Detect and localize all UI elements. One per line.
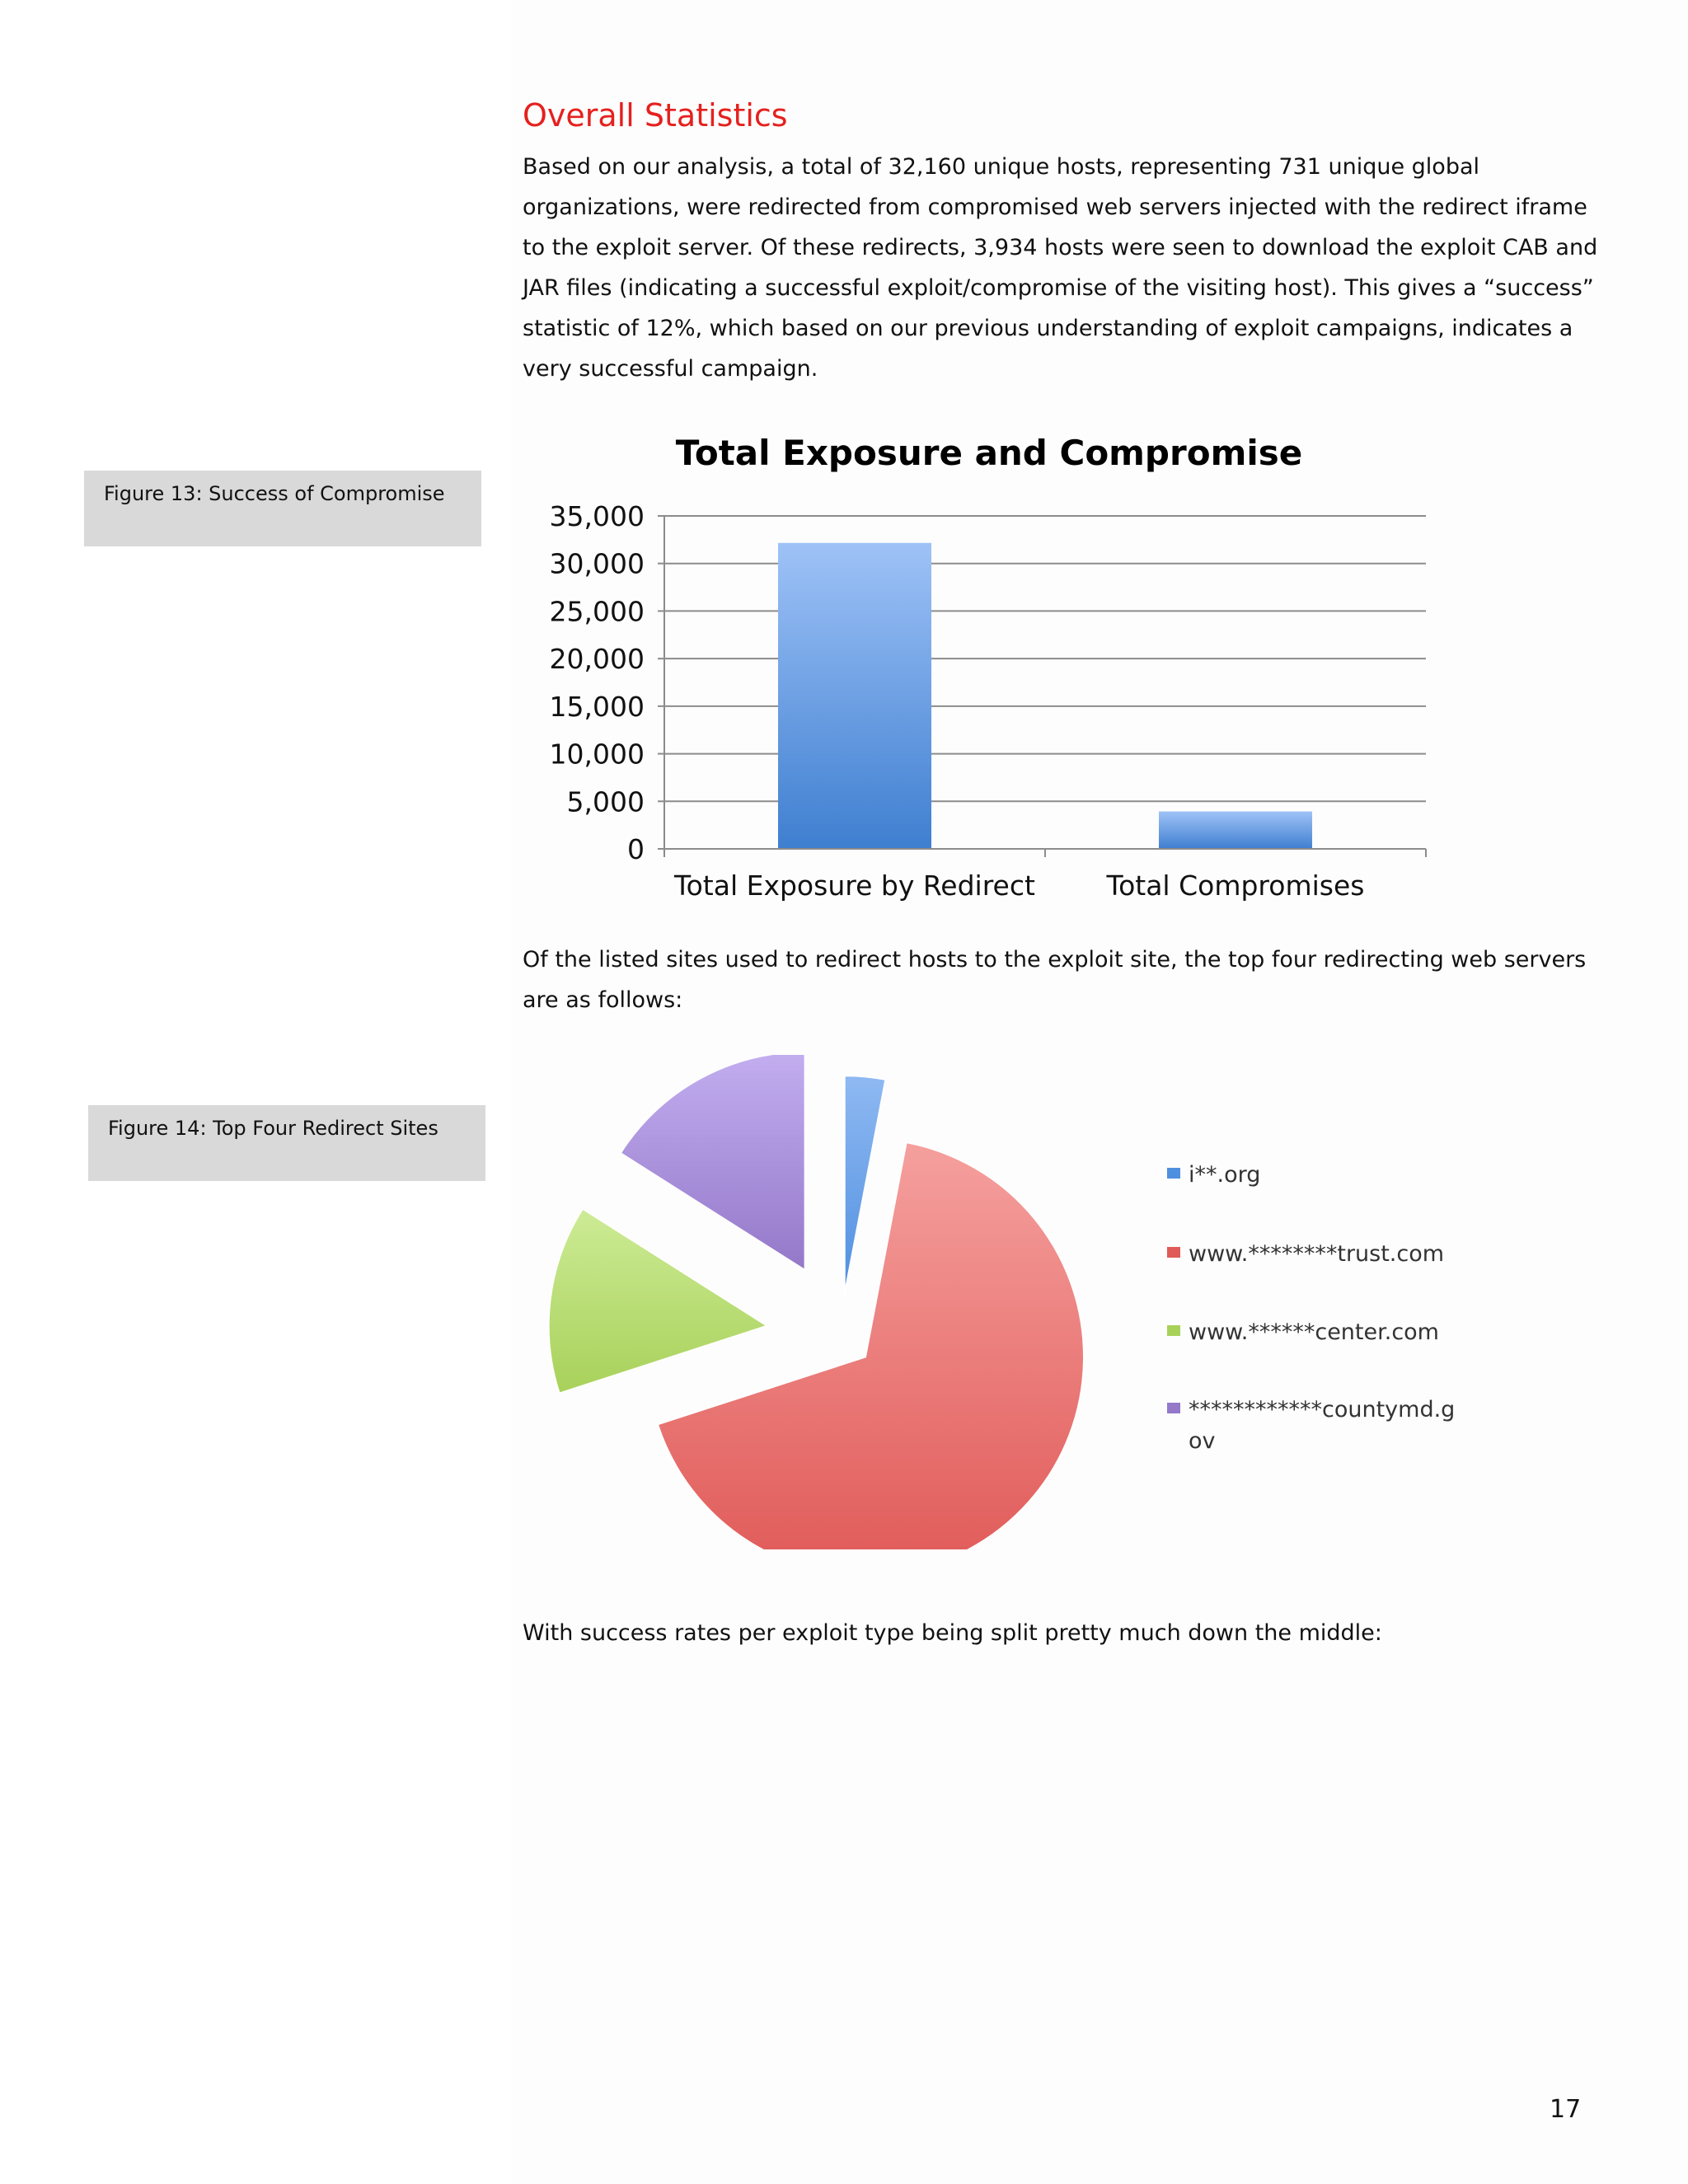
y-tick-label: 15,000 — [549, 690, 645, 723]
legend-label: i**.org — [1189, 1162, 1261, 1188]
figure-14-caption: Figure 14: Top Four Redirect Sites — [88, 1105, 485, 1181]
section-title: Overall Statistics — [523, 97, 788, 134]
pie-slice — [549, 1209, 767, 1394]
pie-slice — [845, 1076, 886, 1294]
y-tick-label: 25,000 — [549, 595, 645, 628]
legend-swatch — [1167, 1247, 1180, 1258]
page-number: 17 — [1550, 2095, 1582, 2124]
legend-swatch — [1167, 1403, 1180, 1413]
paragraph-overall-statistics: Based on our analysis, a total of 32,160 unique hosts, representing 731 unique global organizations, were redirected from compromised web servers injected with the redirect iframe to the exploit server. Of these redirects, 3,934 hosts were seen to download the exploit CAB and JAR files (indicating a successful exploit/compromise of the visiting host). This gives a “success” statistic of 12%, which based on our previous understanding of exploit campaigns, indicates a very successful campaign. — [523, 154, 1598, 382]
y-tick-label: 30,000 — [549, 547, 645, 580]
y-tick-label: 35,000 — [549, 500, 645, 532]
x-tick-label: Total Compromises — [1106, 869, 1365, 902]
bar-chart-title: Total Exposure and Compromise — [675, 433, 1303, 473]
y-tick-label: 20,000 — [549, 643, 645, 676]
bar-chart-bars — [778, 543, 1312, 849]
legend-label: ov — [1189, 1428, 1216, 1454]
y-tick-label: 10,000 — [549, 738, 645, 771]
bar — [778, 543, 931, 849]
pie-chart-top-redirect-sites — [511, 1055, 1525, 1549]
legend-swatch — [1167, 1325, 1180, 1336]
paragraph-top-redirect-sites: Of the listed sites used to redirect hosts to the exploit site, the top four redirecting web servers are as follows: — [523, 947, 1587, 1013]
legend-label: ************countymd.g — [1189, 1397, 1456, 1422]
legend-swatch — [1167, 1168, 1180, 1179]
pie-chart-slices — [549, 1055, 1084, 1549]
y-tick-label: 0 — [627, 833, 645, 865]
x-tick-label: Total Exposure by Redirect — [674, 869, 1035, 902]
bar-chart-total-exposure — [511, 429, 1442, 907]
bar — [1159, 812, 1312, 849]
paragraph-success-rates: With success rates per exploit type being split pretty much down the middle: — [523, 1620, 1382, 1646]
bar-chart-y-axis — [550, 500, 664, 865]
bar-chart-x-axis — [664, 849, 1426, 902]
pie-chart-legend — [1167, 1162, 1455, 1454]
pie-slice — [621, 1055, 805, 1270]
figure-13-caption: Figure 13: Success of Compromise — [84, 471, 481, 546]
legend-label: www.******center.com — [1189, 1319, 1439, 1345]
legend-label: www.********trust.com — [1189, 1241, 1445, 1267]
y-tick-label: 5,000 — [566, 785, 645, 818]
